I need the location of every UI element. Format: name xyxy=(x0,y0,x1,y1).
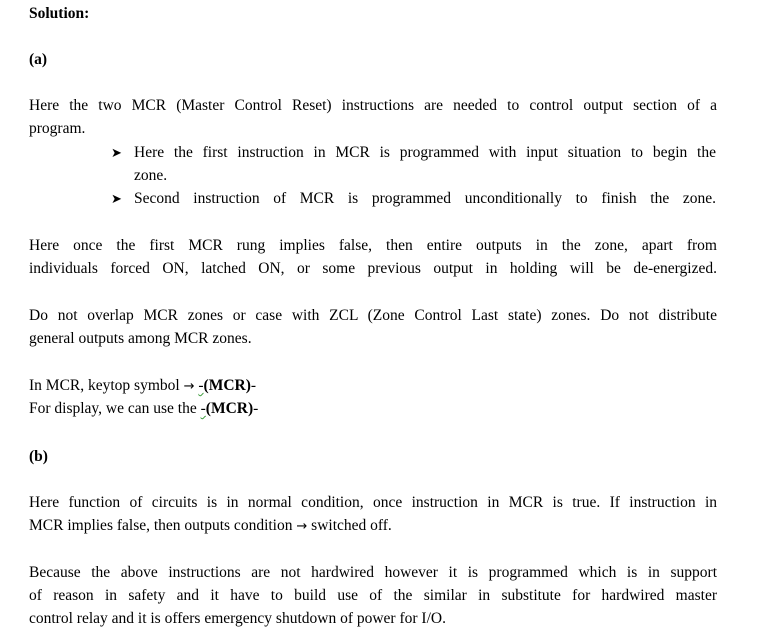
part-a-label: (a) xyxy=(29,51,48,68)
para2-line2: individuals forced ON, latched ON, or some previous output in holding will be de-energized. xyxy=(29,260,717,277)
mcr-keytop-line xyxy=(29,377,256,396)
para4-line2-end: switched off. xyxy=(311,517,392,534)
mcr-display-text: For display, we can use the xyxy=(29,400,197,417)
mcr-symbol: (MCR) xyxy=(203,377,251,394)
bullet2-text: Second instruction of MCR is programmed unconditionally to finish the zone. xyxy=(134,190,716,207)
para1-line2: program. xyxy=(29,120,86,137)
mcr-symbol-prefix: - xyxy=(198,377,204,394)
part-b-label: (b) xyxy=(29,448,48,465)
para1-line1: Here the two MCR (Master Control Reset) instructions are needed to control output section of a xyxy=(29,97,717,114)
para4-line2-start: MCR implies false, then outputs condition xyxy=(29,517,293,534)
right-arrow-icon: → xyxy=(183,379,195,394)
para5-line2: of reason in safety and it have to build use of the similar in substitute for hardwired master xyxy=(29,587,717,604)
mcr-symbol-prefix-2: - xyxy=(200,400,206,417)
bullet-item-1 xyxy=(111,144,716,162)
para3-line1: Do not overlap MCR zones or case with ZCL (Zone Control Last state) zones. Do not distribute xyxy=(29,307,717,324)
bullet-arrow-icon: ➤ xyxy=(111,191,122,206)
bullet-arrow-icon: ➤ xyxy=(111,145,122,160)
right-arrow-icon: → xyxy=(296,519,308,534)
mcr-symbol-suffix-2: - xyxy=(253,400,259,417)
bullet1-line2: zone. xyxy=(134,167,168,184)
mcr-display-line xyxy=(29,400,258,418)
mcr-keytop-text: In MCR, keytop symbol xyxy=(29,377,180,394)
mcr-symbol-2: (MCR) xyxy=(205,400,254,417)
mcr-symbol-suffix: - xyxy=(250,377,257,394)
para3-line2: general outputs among MCR zones. xyxy=(29,330,252,347)
para2-line1: Here once the first MCR rung implies false, then entire outputs in the zone, apart from xyxy=(29,237,717,254)
para5-line3: control relay and it is offers emergency shutdown of power for I/O. xyxy=(29,610,446,627)
bullet1-line1: Here the first instruction in MCR is programmed with input situation to begin the xyxy=(134,144,716,161)
para5-line1: Because the above instructions are not hardwired however it is programmed which is in support xyxy=(29,564,717,581)
para4-line1: Here function of circuits is in normal condition, once instruction in MCR is true. If instruction in xyxy=(29,494,717,511)
solution-heading: Solution: xyxy=(29,5,90,22)
bullet-item-2 xyxy=(111,190,716,208)
para4-line2 xyxy=(29,517,392,536)
